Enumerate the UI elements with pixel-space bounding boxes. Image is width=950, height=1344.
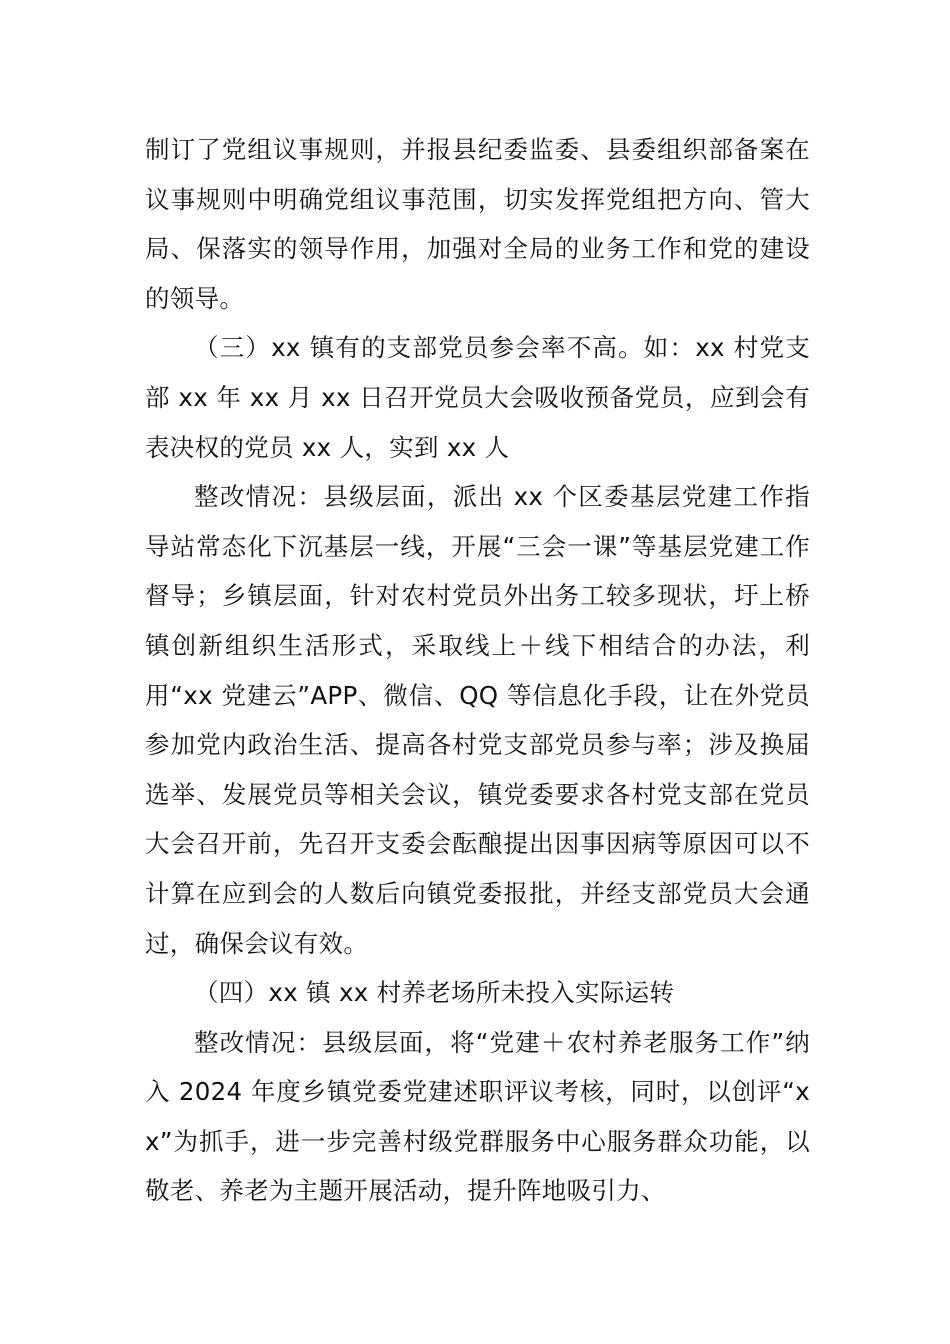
paragraph-rectification-three: 整改情况：县级层面，派出 xx 个区委基层党建工作指导站常态化下沉基层一线，开展“三会一课”等基层党建工作督导；乡镇层面，针对农村党员外出务工较多现状，圩上桥镇创新组织生活形式，采取线上＋线下相结合的办法，利用“xx 党建云”APP、微信、QQ 等信息化手段，让在外党员参加党内政治生活、提高各村党支部党员参与率；涉及换届选举、发展党员等相关会议，镇党委要求各村党支部在党员大会召开前，先召开支委会酝酿提出因事因病等原因可以不计算在应到会的人数后向镇党委报批，并经支部党员大会通过，确保会议有效。 bbox=[145, 482, 810, 958]
document-body bbox=[145, 125, 810, 1216]
paragraph-issue-four: （四）xx 镇 xx 村养老场所未投入实际运转 bbox=[194, 978, 675, 1008]
paragraph-party-rules: 制订了党组议事规则，并报县纪委监委、县委组织部备案在议事规则中明确党组议事范围，切实发挥党组把方向、管大局、保落实的领导作用，加强对全局的业务工作和党的建设的领导。 bbox=[145, 135, 810, 313]
paragraph-rectification-four: 整改情况：县级层面，将“党建＋农村养老服务工作”纳入 2024 年度乡镇党委党建述职评议考核，同时，以创评“xx”为抓手，进一步完善村级党群服务中心服务群众功能，以敬老、养老为主题开展活动，提升阵地吸引力、 bbox=[145, 1027, 810, 1206]
paragraph-issue-three: （三）xx 镇有的支部党员参会率不高。如：xx 村党支部 xx 年 xx 月 xx 日召开党员大会吸收预备党员，应到会有表决权的党员 xx 人，实到 xx 人 bbox=[145, 333, 810, 462]
